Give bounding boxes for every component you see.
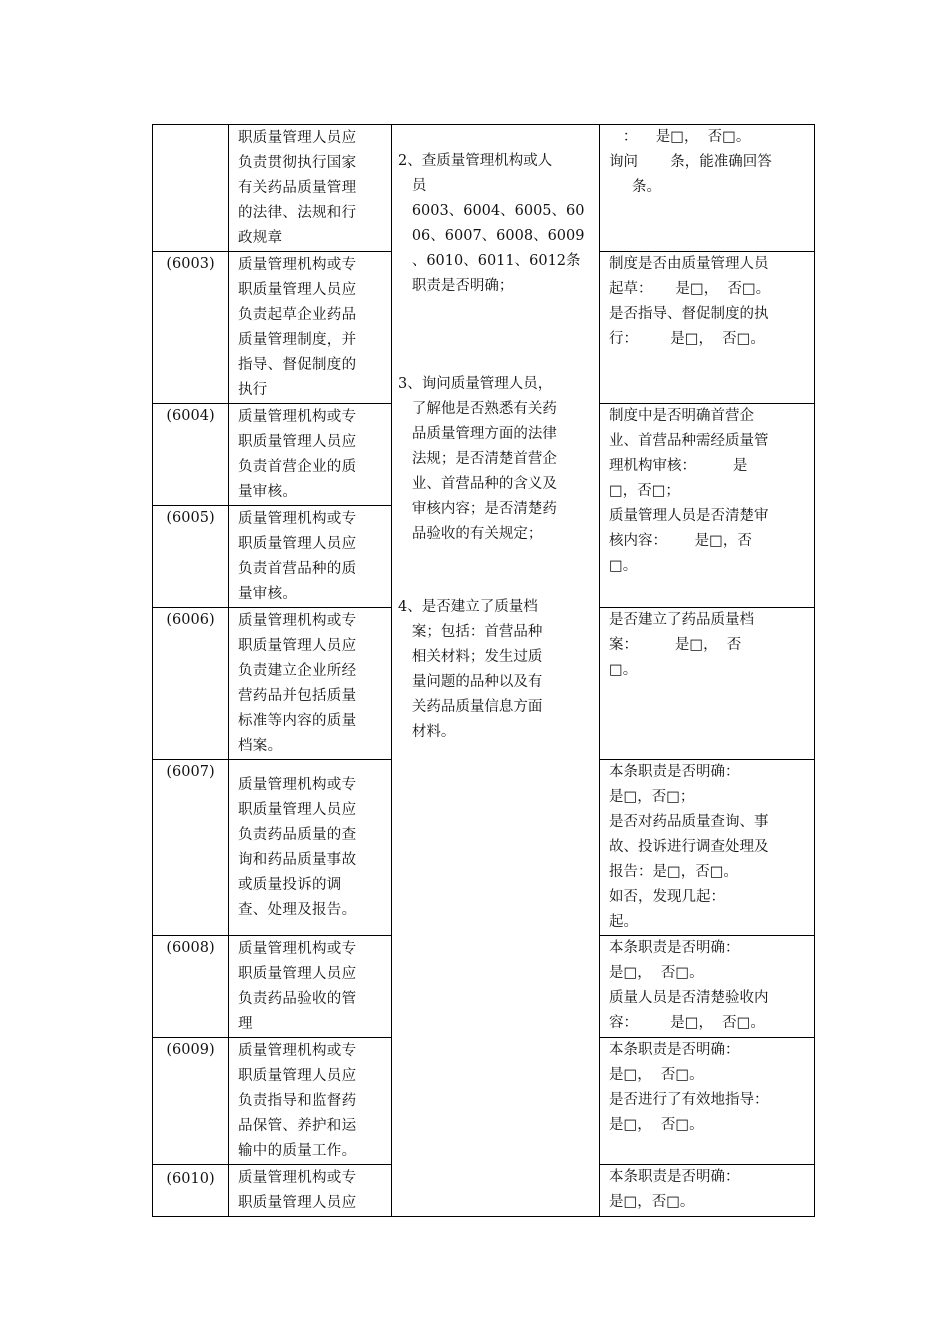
result-line: 是否进行了有效地指导：	[609, 1092, 769, 1108]
result-line: □，否□；	[609, 483, 680, 499]
requirement-line: 负责建立企业所经	[238, 663, 357, 679]
requirement-line: 量审核。	[238, 484, 298, 500]
result-line: 制度是否由质量管理人员	[609, 256, 769, 272]
requirement-line: 职质量管理人员应	[238, 1195, 357, 1211]
requirement-line: 负责首营品种的质	[238, 561, 357, 577]
result-line: □。	[609, 662, 638, 678]
result-line: 是□， 否□。	[609, 965, 704, 981]
method-line: 法规；是否清楚首营企	[398, 451, 557, 467]
result-line: 是□， 否□。	[609, 1067, 704, 1083]
requirement-line: 询和药品质量事故	[238, 852, 357, 868]
result-line: 行： 是□， 否□。	[609, 331, 765, 347]
method-line: 品质量管理方面的法律	[398, 426, 557, 442]
requirement-line: 职质量管理人员应	[238, 966, 357, 982]
result-line: 起草： 是□， 否□。	[609, 281, 771, 297]
method-line: 员	[398, 178, 427, 194]
requirement-line: 负责药品质量的查	[238, 827, 357, 843]
requirement-line: 输中的质量工作。	[238, 1143, 357, 1159]
result-line: 案： 是□， 否	[609, 637, 742, 653]
requirement-line: 质量管理机构或专	[238, 257, 357, 273]
result-line: 理机构审核： 是	[609, 458, 748, 474]
method-line: 了解他是否熟悉有关药	[398, 401, 557, 417]
result-cell	[600, 404, 815, 608]
table-row	[153, 125, 815, 252]
requirement-line: 负责指导和监督药	[238, 1093, 357, 1109]
requirement-line: 政规章	[238, 230, 283, 246]
result-line: 是否建立了药品质量档	[609, 612, 754, 628]
requirement-line: 职质量管理人员应	[238, 638, 357, 654]
method-item-3	[398, 372, 593, 547]
result-line: 容： 是□， 否□。	[609, 1015, 765, 1031]
method-line: 案；包括：首营品种	[398, 624, 543, 640]
requirement-cell	[229, 252, 392, 404]
item-code: (6009)	[153, 1038, 229, 1165]
result-line: 核内容： 是□，否	[609, 533, 752, 549]
result-line: 条。	[609, 179, 662, 195]
requirement-line: 指导、督促制度的	[238, 357, 357, 373]
result-cell	[600, 1165, 815, 1217]
requirement-line: 有关药品质量管理	[238, 180, 357, 196]
result-line: ： 是□， 否□。	[609, 129, 751, 145]
result-line: 质量管理人员是否清楚审	[609, 508, 769, 524]
item-code: (6010)	[153, 1165, 229, 1217]
item-code: (6007)	[153, 760, 229, 936]
result-line: 本条职责是否明确：	[609, 1169, 740, 1185]
requirement-line: 的法律、法规和行	[238, 205, 357, 221]
result-line: 是否对药品质量查询、事	[609, 814, 769, 830]
requirement-cell	[229, 608, 392, 760]
requirement-line: 量审核。	[238, 586, 298, 602]
requirement-line: 质量管理机构或专	[238, 777, 357, 793]
requirement-cell	[229, 760, 392, 936]
requirement-line: 负责首营企业的质	[238, 459, 357, 475]
requirement-cell	[229, 125, 392, 252]
requirement-line: 营药品并包括质量	[238, 688, 357, 704]
result-line: 制度中是否明确首营企	[609, 408, 754, 424]
result-line: 质量人员是否清楚验收内	[609, 990, 769, 1006]
item-code: (6004)	[153, 404, 229, 506]
method-line: 2、查质量管理机构或人	[398, 153, 553, 169]
result-line: 本条职责是否明确：	[609, 940, 740, 956]
requirement-line: 职质量管理人员应	[238, 130, 357, 146]
result-line: 是否指导、督促制度的执	[609, 306, 769, 322]
requirement-line: 质量管理机构或专	[238, 409, 357, 425]
result-cell	[600, 760, 815, 936]
result-cell	[600, 1038, 815, 1165]
method-line: 关药品质量信息方面	[398, 699, 543, 715]
method-line: 审核内容；是否清楚药	[398, 501, 557, 517]
result-line: 本条职责是否明确：	[609, 1042, 740, 1058]
requirement-line: 职质量管理人员应	[238, 282, 357, 298]
method-item-2	[398, 149, 593, 299]
result-line: 如否，发现几起：	[609, 889, 725, 905]
result-line: 是□， 否□。	[609, 1117, 704, 1133]
item-code: (6005)	[153, 506, 229, 608]
inspection-method-cell	[392, 125, 600, 1217]
result-cell	[600, 252, 815, 404]
method-line: 量问题的品种以及有	[398, 674, 543, 690]
method-line: 3、询问质量管理人员，	[398, 376, 553, 392]
requirement-line: 质量管理机构或专	[238, 511, 357, 527]
requirement-line: 质量管理机构或专	[238, 1043, 357, 1059]
requirement-line: 职质量管理人员应	[238, 434, 357, 450]
method-line: 06、6007、6008、6009	[398, 228, 585, 244]
requirement-cell	[229, 1038, 392, 1165]
method-line: 材料。	[398, 724, 456, 740]
requirement-line: 负责起草企业药品	[238, 307, 357, 323]
method-line: 、6010、6011、6012条	[398, 253, 581, 269]
method-line: 6003、6004、6005、60	[398, 203, 585, 219]
item-code: (6006)	[153, 608, 229, 760]
result-line: 是□，否□。	[609, 1194, 695, 1210]
method-line: 职责是否明确；	[398, 278, 514, 294]
result-cell	[600, 608, 815, 760]
result-line: 本条职责是否明确：	[609, 764, 740, 780]
method-line: 业、首营品种的含义及	[398, 476, 557, 492]
requirement-line: 质量管理机构或专	[238, 613, 357, 629]
method-line: 品验收的有关规定；	[398, 526, 543, 542]
requirement-cell	[229, 936, 392, 1038]
requirement-line: 职质量管理人员应	[238, 802, 357, 818]
requirement-line: 职质量管理人员应	[238, 536, 357, 552]
result-line: □。	[609, 558, 638, 574]
result-line: 询问 条，能准确回答	[609, 154, 772, 170]
result-line: 业、首营品种需经质量管	[609, 433, 769, 449]
requirement-line: 职质量管理人员应	[238, 1068, 357, 1084]
result-cell	[600, 125, 815, 252]
requirement-cell	[229, 1165, 392, 1217]
inspection-table	[152, 124, 815, 1217]
requirement-line: 质量管理机构或专	[238, 941, 357, 957]
requirement-line: 质量管理机构或专	[238, 1170, 357, 1186]
requirement-line: 标准等内容的质量	[238, 713, 357, 729]
result-line: 是□，否□；	[609, 789, 695, 805]
result-cell	[600, 936, 815, 1038]
requirement-line: 理	[238, 1016, 253, 1032]
requirement-line: 负责药品验收的管	[238, 991, 357, 1007]
requirement-cell	[229, 404, 392, 506]
requirement-line: 或质量投诉的调	[238, 877, 342, 893]
method-line: 相关材料；发生过质	[398, 649, 543, 665]
requirement-line: 质量管理制度，并	[238, 332, 357, 348]
method-line: 4、是否建立了质量档	[398, 599, 538, 615]
requirement-line: 负责贯彻执行国家	[238, 155, 357, 171]
requirement-line: 品保管、养护和运	[238, 1118, 357, 1134]
result-line: 起。	[609, 914, 638, 930]
item-code: (6008)	[153, 936, 229, 1038]
result-line: 报告：是□，否□。	[609, 864, 738, 880]
requirement-line: 档案。	[238, 738, 283, 754]
requirement-cell	[229, 506, 392, 608]
item-code	[153, 125, 229, 252]
method-item-4	[398, 595, 593, 745]
requirement-line: 执行	[238, 382, 268, 398]
item-code: (6003)	[153, 252, 229, 404]
requirement-line: 查、处理及报告。	[238, 902, 357, 918]
result-line: 故、投诉进行调查处理及	[609, 839, 769, 855]
